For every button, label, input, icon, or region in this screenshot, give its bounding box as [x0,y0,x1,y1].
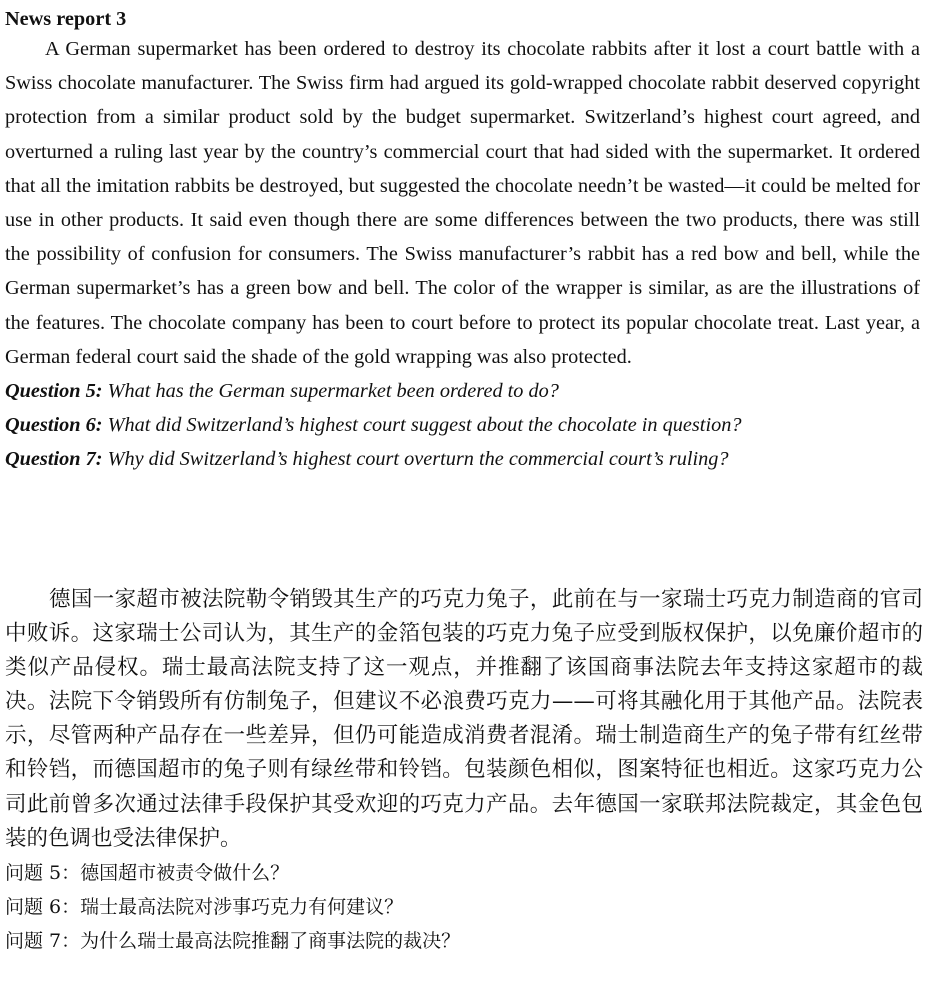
english-question-6 [5,408,920,442]
english-question-5 [5,374,920,408]
english-question-7 [5,442,920,476]
question-label: Question 5: [5,380,103,403]
chinese-question-7: 问题 7：为什么瑞士最高法院推翻了商事法院的裁决？ [5,929,461,952]
chinese-question-5: 问题 5：德国超市被责令做什么？ [5,861,290,884]
question-label: Question 7: [5,448,103,471]
english-paragraph: A German supermarket has been ordered to destroy its chocolate rabbits after it lost a court battle with a Swiss chocolate manufacturer. The Swiss firm had argued its gold-wrapped chocolate rabbit deserved copyright protection from a similar product sold by the budget supermarket. Switzerland’s highest court agreed, and overturned a ruling last year by the country’s commercial court that had sided with the supermarket. It ordered that all the imitation rabbits be destroyed, but suggested the chocolate needn’t be wasted—it could be melted for use in other products. It said even though there are some differences between the two products, there was still the possibility of confusion for consumers. The Swiss manufacturer’s rabbit has a red bow and bell, while the German supermarket’s has a green bow and bell. The color of the wrapper is similar, as are the illustrations of the features. The chocolate company has been to court before to protect its popular chocolate treat. Last year, a German federal court said the shade of the gold wrapping was also protected. [5,38,920,368]
chinese-question-6: 问题 6：瑞士最高法院对涉事巧克力有何建议？ [5,895,404,918]
chinese-paragraph: 德国一家超市被法院勒令销毁其生产的巧克力兔子，此前在与一家瑞士巧克力制造商的官司中败诉。这家瑞士公司认为，其生产的金箔包装的巧克力兔子应受到版权保护，以免廉价超市的类似产品侵权。瑞士最高法院支持了这一观点，并推翻了该国商事法院去年支持这家超市的裁决。法院下令销毁所有仿制兔子，但建议不必浪费巧克力——可将其融化用于其他产品。法院表示，尽管两种产品存在一些差异，但仍可能造成消费者混淆。瑞士制造商生产的兔子带有红丝带和铃铛，而德国超市的兔子则有绿丝带和铃铛。包装颜色相似，图案特征也相近。这家巧克力公司此前曾多次通过法律手段保护其受欢迎的巧克力产品。去年德国一家联邦法院裁定，其金色包装的色调也受法律保护。 [5,587,923,851]
english-section [5,6,920,477]
question-text: Why did Switzerland’s highest court overturn the commercial court’s ruling? [107,448,729,471]
report-title: News report 3 [5,8,127,30]
question-label: Question 6: [5,414,103,437]
question-text: What has the German supermarket been ordered to do? [107,380,559,403]
question-text: What did Switzerland’s highest court suggest about the chocolate in question? [107,414,742,437]
chinese-section [5,583,923,958]
